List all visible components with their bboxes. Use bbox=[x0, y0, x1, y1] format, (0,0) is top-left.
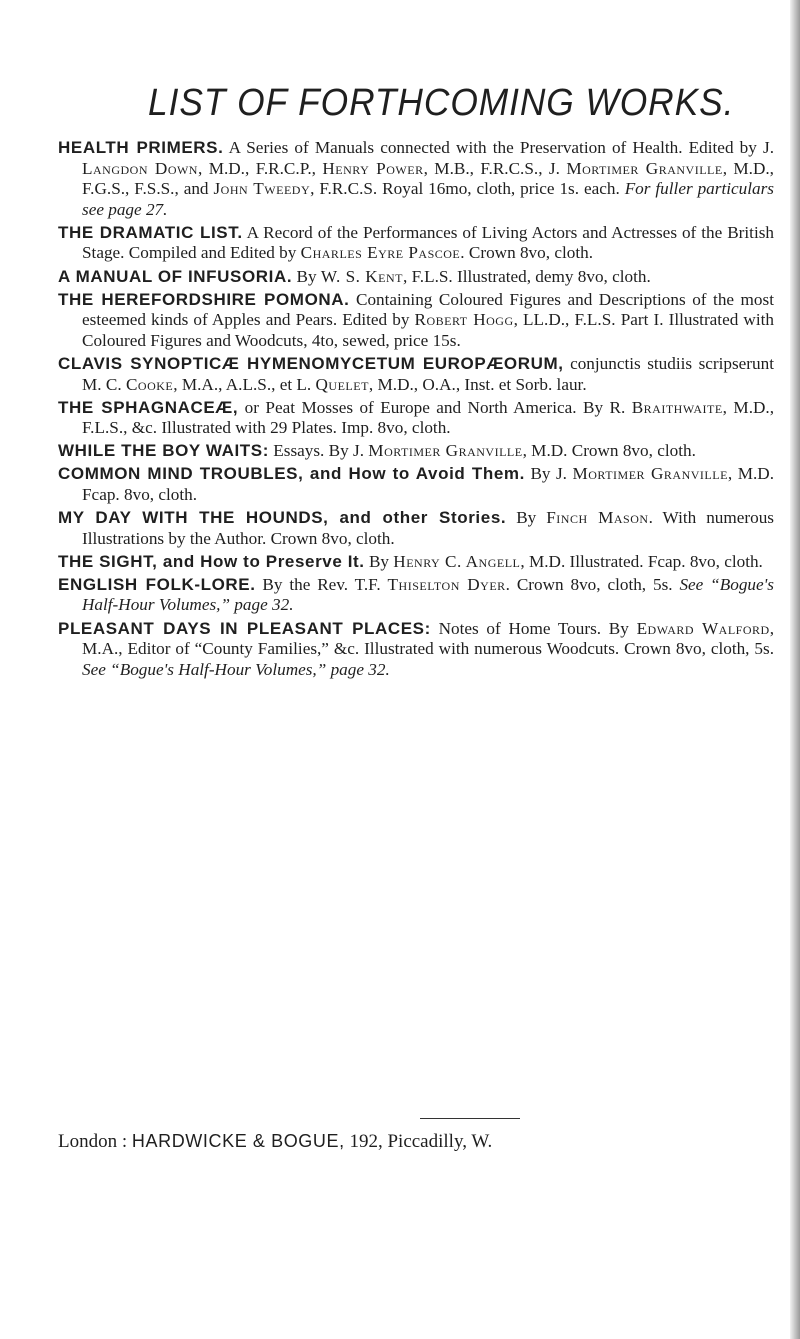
entry-text: Quelet bbox=[315, 374, 369, 394]
entry-text: , M.D. Illustrated. Fcap. 8vo, cloth. bbox=[520, 551, 763, 571]
imprint-address: 192, Piccadilly, W. bbox=[344, 1131, 493, 1152]
entry-heading: THE SPHAGNACEÆ, bbox=[58, 397, 239, 417]
entry-text: . With numerous Illustrations by the Author. Crown 8vo, cloth. bbox=[82, 508, 774, 548]
book-entry bbox=[58, 508, 774, 549]
entry-text: John Tweedy bbox=[213, 179, 311, 199]
entry-text: . Crown 8vo, cloth. bbox=[460, 243, 593, 263]
entry-text: , M.D., F.G.S., F.S.S., and bbox=[82, 158, 774, 199]
page-title: LIST OF FORTHCOMING WORKS. bbox=[148, 82, 735, 124]
entry-text: For fuller particulars see page 27. bbox=[82, 179, 774, 219]
entry-text: Mortimer Granville bbox=[572, 464, 728, 484]
imprint-place: London : bbox=[58, 1131, 132, 1152]
entry-heading: COMMON MIND TROUBLES, and How to Avoid Them. bbox=[58, 464, 525, 484]
book-entry bbox=[58, 223, 774, 264]
entry-text: Cooke bbox=[125, 374, 174, 394]
entry-text: conjunctis studiis scripserunt M. C. bbox=[82, 353, 774, 394]
entry-text: or Peat Mosses of Europe and North America. By R. bbox=[238, 397, 632, 417]
entry-heading: THE SIGHT, and How to Preserve It. bbox=[58, 551, 365, 571]
entry-heading: WHILE THE BOY WAITS: bbox=[58, 441, 269, 461]
entry-heading: ENGLISH FOLK-LORE. bbox=[58, 574, 256, 594]
entry-text: Mortimer Granville bbox=[368, 441, 523, 461]
entry-text: , M.D. Crown 8vo, cloth. bbox=[522, 441, 696, 461]
entry-text: , LL.D., F.L.S. Part I. Illustrated with Coloured Figures and Woodcuts, 4to, sewed, price 15s. bbox=[82, 310, 774, 350]
entry-text: By bbox=[506, 508, 547, 528]
entry-text: , M.D., F.L.S., &c. Illustrated with 29 Plates. Imp. 8vo, cloth. bbox=[82, 397, 774, 438]
entry-text: Edward Walford bbox=[636, 618, 770, 638]
entry-text: See “Bogue's Half-Hour Volumes,” page 32. bbox=[82, 659, 390, 679]
entry-text: . Crown 8vo, cloth, 5s. bbox=[505, 574, 680, 594]
publisher-imprint bbox=[58, 1131, 492, 1153]
entry-heading: HEALTH PRIMERS. bbox=[58, 138, 224, 157]
entry-text: Thiselton Dyer bbox=[387, 574, 506, 594]
entry-text: Charles Eyre Pascoe bbox=[300, 243, 461, 263]
entry-text: A Record of the Performances of Living Actors and Actresses of the British Stage. Compiled and Edited by bbox=[82, 222, 775, 263]
entry-heading: MY DAY WITH THE HOUNDS, and other Stories. bbox=[58, 508, 507, 528]
entry-text: By the Rev. T.F. bbox=[255, 574, 388, 594]
entry-text: , M.A., Editor of “County Families,” &c. Illustrated with numerous Woodcuts. Crown 8vo, cloth, 5s. bbox=[82, 618, 774, 659]
entry-text: Braithwaite bbox=[631, 397, 723, 417]
entry-text: Robert Hogg bbox=[414, 310, 514, 330]
entry-text: By bbox=[364, 551, 394, 571]
entry-text: Containing Coloured Figures and Descriptions of the most esteemed kinds of Apples and Pears. Edited by bbox=[82, 289, 774, 330]
book-entry bbox=[58, 619, 774, 681]
entry-text: , F.R.C.S. Royal 16mo, cloth, price 1s. each. bbox=[310, 179, 625, 199]
entry-text: W. S. Kent bbox=[320, 266, 403, 286]
entry-heading: A MANUAL OF INFUSORIA. bbox=[58, 266, 293, 286]
imprint-publisher: HARDWICKE & BOGUE, bbox=[131, 1131, 345, 1151]
divider-rule bbox=[420, 1118, 520, 1119]
book-entry bbox=[58, 138, 774, 220]
entry-text: By J. bbox=[524, 464, 573, 484]
entry-text: Langdon Down bbox=[82, 158, 198, 178]
entry-heading: CLAVIS SYNOPTICÆ HYMENOMYCETUM EUROPÆORUM, bbox=[58, 353, 564, 373]
entry-text: , M.D. Fcap. 8vo, cloth. bbox=[82, 464, 774, 504]
entry-text: Essays. By J. bbox=[268, 441, 369, 461]
book-entry bbox=[58, 464, 774, 505]
entry-text: , M.B., F.R.C.S., J. bbox=[423, 158, 567, 178]
entry-text: Henry Power bbox=[322, 158, 424, 178]
entry-heading: PLEASANT DAYS IN PLEASANT PLACES: bbox=[58, 618, 431, 638]
entry-text: , F.L.S. Illustrated, demy 8vo, cloth. bbox=[403, 266, 651, 286]
entry-text: By bbox=[292, 266, 321, 286]
entry-text: Mortimer Granville bbox=[566, 158, 723, 178]
entry-heading: THE DRAMATIC LIST. bbox=[58, 222, 243, 242]
entry-text: See “Bogue's Half-Hour Volumes,” page 32. bbox=[82, 574, 774, 615]
entry-text: , M.D., O.A., Inst. et Sorb. laur. bbox=[368, 374, 587, 394]
entry-text: Henry C. Angell bbox=[393, 551, 521, 571]
entry-text: , M.D., F.R.C.P., bbox=[197, 158, 323, 178]
book-entry bbox=[58, 552, 774, 573]
entry-text: Finch Mason bbox=[546, 508, 649, 528]
book-entry bbox=[58, 267, 774, 288]
book-entry bbox=[58, 398, 774, 439]
book-entry bbox=[58, 575, 774, 616]
book-entry bbox=[58, 290, 774, 352]
entry-text: Notes of Home Tours. By bbox=[430, 618, 637, 638]
entry-heading: THE HEREFORDSHIRE POMONA. bbox=[58, 289, 350, 309]
book-entry bbox=[58, 354, 774, 395]
page-edge bbox=[790, 0, 800, 1339]
entry-text: , M.A., A.L.S., et L. bbox=[173, 374, 316, 394]
entry-text: A Series of Manuals connected with the Preservation of Health. Edited by J. bbox=[223, 138, 775, 157]
book-list bbox=[58, 138, 774, 683]
book-entry bbox=[58, 441, 774, 462]
